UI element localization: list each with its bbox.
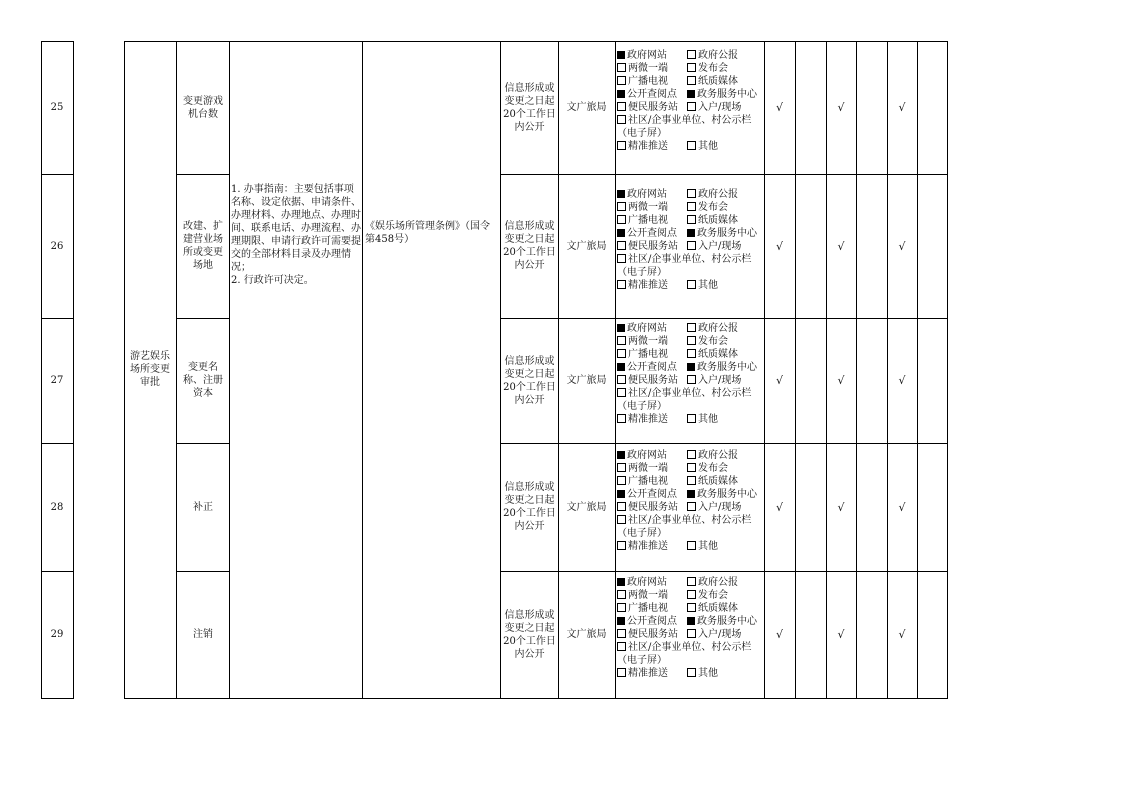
channel-option-row (617, 88, 767, 101)
item-name: 变更游戏机台数 (183, 95, 223, 120)
channel-option-row (617, 602, 767, 615)
checked-box-icon (617, 229, 625, 237)
channel-option-row (617, 628, 767, 641)
channel-option-row (617, 240, 767, 253)
channel-option: 发布会 (687, 335, 728, 348)
unchecked-box-icon (687, 323, 696, 332)
channel-option-row (617, 188, 767, 201)
unchecked-box-icon (617, 515, 626, 524)
unchecked-box-icon (687, 541, 696, 550)
channel-option: 广播电视 (617, 348, 687, 361)
channel-option-row (617, 462, 767, 475)
channel-option: 社区/企事业单位、村公示栏 (617, 387, 767, 400)
checked-box-icon (617, 363, 625, 371)
channel-option-row (617, 140, 767, 153)
channel-option: 精准推送 (617, 140, 687, 153)
grid-line (176, 698, 230, 699)
unchecked-box-icon (617, 375, 626, 384)
channel-option: 便民服务站 (617, 101, 687, 114)
unchecked-box-icon (687, 375, 696, 384)
disclosure-channels (617, 188, 767, 292)
channel-option: 发布会 (687, 462, 728, 475)
check-mark: √ (837, 500, 845, 514)
unchecked-box-icon (617, 215, 626, 224)
unchecked-box-icon (617, 115, 626, 124)
category-cell: 游艺娱乐场所变更审批 (130, 351, 170, 388)
department: 文广旅局 (566, 375, 607, 386)
grid-line (917, 41, 918, 699)
unchecked-box-icon (617, 590, 626, 599)
channel-option-row (617, 62, 767, 75)
unchecked-box-icon (617, 603, 626, 612)
channel-option: 政务服务中心 (687, 88, 757, 101)
guide-text: 1. 办事指南：主要包括事项名称、设定依据、申请条件、办理材料、办理地点、办理时间、联系电话、办理流程、办理期限、申请行政许可需要提交的全部材料目录及办理情况； 2. 行政许可决定。 (231, 184, 361, 286)
item-name: 注销 (193, 629, 213, 640)
check-mark: √ (837, 101, 845, 114)
checked-box-icon (617, 578, 625, 586)
unchecked-box-icon (617, 668, 626, 677)
channel-option: 入户/现场 (687, 501, 741, 514)
channel-option-row (617, 279, 767, 292)
check-mark: √ (898, 374, 906, 387)
channel-option: 政务服务中心 (687, 488, 757, 501)
channel-option: 两微一端 (617, 589, 687, 602)
channel-option: 精准推送 (617, 667, 687, 680)
channel-option-row (617, 374, 767, 387)
channel-option-row (617, 667, 767, 680)
unchecked-box-icon (617, 476, 626, 485)
unchecked-box-icon (617, 280, 626, 289)
disclosure-channels (617, 49, 767, 153)
channel-option: 公开查阅点 (617, 88, 687, 101)
channel-option: 政府公报 (687, 576, 738, 589)
unchecked-box-icon (687, 476, 696, 485)
channel-option: 纸质媒体 (687, 75, 738, 88)
channel-option: 政务服务中心 (687, 615, 757, 628)
unchecked-box-icon (687, 336, 696, 345)
channel-option-note: （电子屏） (617, 528, 667, 539)
channel-option-row (617, 589, 767, 602)
unchecked-box-icon (617, 541, 626, 550)
unchecked-box-icon (617, 102, 626, 111)
unchecked-box-icon (687, 202, 696, 211)
channel-option: 两微一端 (617, 62, 687, 75)
channel-option-row (617, 335, 767, 348)
channel-option: 发布会 (687, 62, 728, 75)
channel-option-row (617, 348, 767, 361)
channel-option-row (617, 201, 767, 214)
unchecked-box-icon (687, 590, 696, 599)
disclosure-timeframe: 信息形成或变更之日起20个工作日内公开 (503, 221, 556, 271)
channel-option-row (617, 576, 767, 589)
channel-option: 入户/现场 (687, 240, 741, 253)
unchecked-box-icon (617, 141, 626, 150)
channel-option: 社区/企事业单位、村公示栏 (617, 253, 767, 266)
checked-box-icon (617, 190, 625, 198)
disclosure-channels (617, 576, 767, 680)
channel-option: 社区/企事业单位、村公示栏 (617, 114, 767, 127)
unchecked-box-icon (687, 189, 696, 198)
channel-option: 政府网站 (617, 188, 687, 201)
grid-line (124, 41, 125, 699)
unchecked-box-icon (687, 141, 696, 150)
check-mark: √ (775, 374, 783, 387)
grid-line (856, 41, 857, 699)
unchecked-box-icon (617, 202, 626, 211)
channel-option: 其他 (687, 413, 718, 426)
unchecked-box-icon (687, 463, 696, 472)
channel-option-note: （电子屏） (617, 401, 667, 412)
channel-option: 其他 (687, 279, 718, 292)
row-number: 26 (50, 240, 64, 252)
unchecked-box-icon (687, 241, 696, 250)
channel-option: 便民服务站 (617, 374, 687, 387)
checked-box-icon (687, 90, 695, 98)
channel-option-note: （电子屏） (617, 128, 667, 139)
grid-line (947, 41, 948, 699)
channel-option: 发布会 (687, 201, 728, 214)
checked-box-icon (617, 490, 625, 498)
unchecked-box-icon (687, 668, 696, 677)
channel-option: 政府网站 (617, 322, 687, 335)
unchecked-box-icon (617, 642, 626, 651)
check-mark: √ (775, 628, 783, 641)
channel-option: 社区/企事业单位、村公示栏 (617, 641, 767, 654)
unchecked-box-icon (617, 463, 626, 472)
disclosure-timeframe: 信息形成或变更之日起20个工作日内公开 (503, 609, 556, 660)
unchecked-box-icon (687, 102, 696, 111)
disclosure-timeframe: 信息形成或变更之日起20个工作日内公开 (503, 355, 556, 406)
channel-option-row (617, 615, 767, 628)
unchecked-box-icon (687, 349, 696, 358)
unchecked-box-icon (687, 603, 696, 612)
channel-option: 纸质媒体 (687, 475, 738, 488)
channel-option-row (617, 49, 767, 62)
unchecked-box-icon (687, 450, 696, 459)
disclosure-channels (617, 449, 767, 553)
unchecked-box-icon (687, 63, 696, 72)
channel-option: 公开查阅点 (617, 488, 687, 501)
channel-option: 政府公报 (687, 188, 738, 201)
channel-option: 政府网站 (617, 49, 687, 62)
check-mark: √ (898, 101, 906, 114)
checked-box-icon (687, 617, 695, 625)
checked-box-icon (617, 617, 625, 625)
channel-option-row (617, 413, 767, 426)
channel-option-row (617, 449, 767, 462)
channel-option: 纸质媒体 (687, 602, 738, 615)
grid-line (176, 41, 177, 699)
channel-option-row (617, 75, 767, 88)
channel-option: 精准推送 (617, 413, 687, 426)
check-mark: √ (898, 628, 906, 641)
channel-option: 入户/现场 (687, 101, 741, 114)
unchecked-box-icon (617, 629, 626, 638)
channel-option-row (617, 214, 767, 227)
unchecked-box-icon (617, 388, 626, 397)
unchecked-box-icon (687, 502, 696, 511)
unchecked-box-icon (687, 414, 696, 423)
channel-option: 便民服务站 (617, 628, 687, 641)
grid-line (73, 41, 74, 699)
unchecked-box-icon (617, 63, 626, 72)
unchecked-box-icon (617, 414, 626, 423)
item-name: 改建、扩建营业场所或变更场地 (183, 221, 223, 271)
channel-option: 公开查阅点 (617, 361, 687, 374)
channel-option: 其他 (687, 540, 718, 553)
channel-option: 政务服务中心 (687, 227, 757, 240)
grid-line (229, 698, 501, 699)
channel-option: 发布会 (687, 589, 728, 602)
department: 文广旅局 (566, 102, 607, 113)
channel-option: 政府公报 (687, 322, 738, 335)
item-name: 变更名称、注册资本 (183, 362, 223, 399)
row-number: 27 (50, 375, 64, 386)
grid-line (41, 698, 74, 699)
check-mark: √ (837, 239, 845, 253)
check-mark: √ (837, 374, 845, 387)
item-name: 补正 (193, 501, 213, 513)
channel-option: 公开查阅点 (617, 227, 687, 240)
unchecked-box-icon (687, 215, 696, 224)
channel-option: 其他 (687, 140, 718, 153)
grid-line (229, 41, 501, 42)
grid-line (124, 698, 177, 699)
check-mark: √ (775, 101, 783, 114)
check-mark: √ (775, 239, 783, 253)
basis-text: 《娱乐场所管理条例》（国令第458号） (365, 221, 490, 245)
channel-option-row (617, 361, 767, 374)
grid-line (229, 41, 230, 699)
grid-line (615, 41, 616, 699)
department: 文广旅局 (566, 240, 607, 252)
grid-line (500, 698, 948, 699)
channel-option: 政府网站 (617, 449, 687, 462)
channel-option: 广播电视 (617, 475, 687, 488)
check-mark: √ (775, 500, 783, 514)
disclosure-timeframe: 信息形成或变更之日起20个工作日内公开 (503, 82, 556, 133)
channel-option: 政府公报 (687, 449, 738, 462)
channel-option-row (617, 540, 767, 553)
channel-option: 精准推送 (617, 279, 687, 292)
channel-option-row (617, 322, 767, 335)
checked-box-icon (617, 451, 625, 459)
channel-option: 广播电视 (617, 75, 687, 88)
grid-line (362, 41, 363, 699)
unchecked-box-icon (687, 629, 696, 638)
unchecked-box-icon (617, 254, 626, 263)
unchecked-box-icon (617, 241, 626, 250)
channel-option-row (617, 488, 767, 501)
channel-option: 政府公报 (687, 49, 738, 62)
unchecked-box-icon (687, 577, 696, 586)
channel-option: 政务服务中心 (687, 361, 757, 374)
unchecked-box-icon (687, 76, 696, 85)
department: 文广旅局 (566, 501, 607, 513)
channel-option: 公开查阅点 (617, 615, 687, 628)
check-mark: √ (898, 239, 906, 253)
unchecked-box-icon (617, 502, 626, 511)
grid-line (795, 41, 796, 699)
channel-option: 精准推送 (617, 540, 687, 553)
unchecked-box-icon (617, 336, 626, 345)
channel-option: 便民服务站 (617, 240, 687, 253)
checked-box-icon (617, 324, 625, 332)
channel-option: 广播电视 (617, 602, 687, 615)
department: 文广旅局 (566, 629, 607, 640)
disclosure-channels (617, 322, 767, 426)
checked-box-icon (687, 229, 695, 237)
checked-box-icon (617, 90, 625, 98)
channel-option: 便民服务站 (617, 501, 687, 514)
channel-option: 社区/企事业单位、村公示栏 (617, 514, 767, 527)
checked-box-icon (687, 363, 695, 371)
unchecked-box-icon (687, 50, 696, 59)
channel-option-note: （电子屏） (617, 655, 667, 666)
channel-option-row (617, 101, 767, 114)
channel-option: 两微一端 (617, 462, 687, 475)
checked-box-icon (617, 51, 625, 59)
channel-option: 两微一端 (617, 335, 687, 348)
row-number: 28 (50, 501, 64, 513)
row-number: 25 (50, 102, 64, 113)
channel-option-row (617, 501, 767, 514)
channel-option: 政府网站 (617, 576, 687, 589)
row-number: 29 (50, 629, 64, 640)
channel-option: 广播电视 (617, 214, 687, 227)
channel-option-row (617, 475, 767, 488)
channel-option: 两微一端 (617, 201, 687, 214)
unchecked-box-icon (687, 280, 696, 289)
channel-option: 纸质媒体 (687, 348, 738, 361)
check-mark: √ (898, 500, 906, 514)
channel-option-row (617, 227, 767, 240)
channel-option: 其他 (687, 667, 718, 680)
channel-option: 入户/现场 (687, 628, 741, 641)
disclosure-timeframe: 信息形成或变更之日起20个工作日内公开 (503, 482, 556, 532)
unchecked-box-icon (617, 349, 626, 358)
checked-box-icon (687, 490, 695, 498)
unchecked-box-icon (617, 76, 626, 85)
check-mark: √ (837, 628, 845, 641)
channel-option: 纸质媒体 (687, 214, 738, 227)
channel-option-note: （电子屏） (617, 267, 667, 278)
channel-option: 入户/现场 (687, 374, 741, 387)
